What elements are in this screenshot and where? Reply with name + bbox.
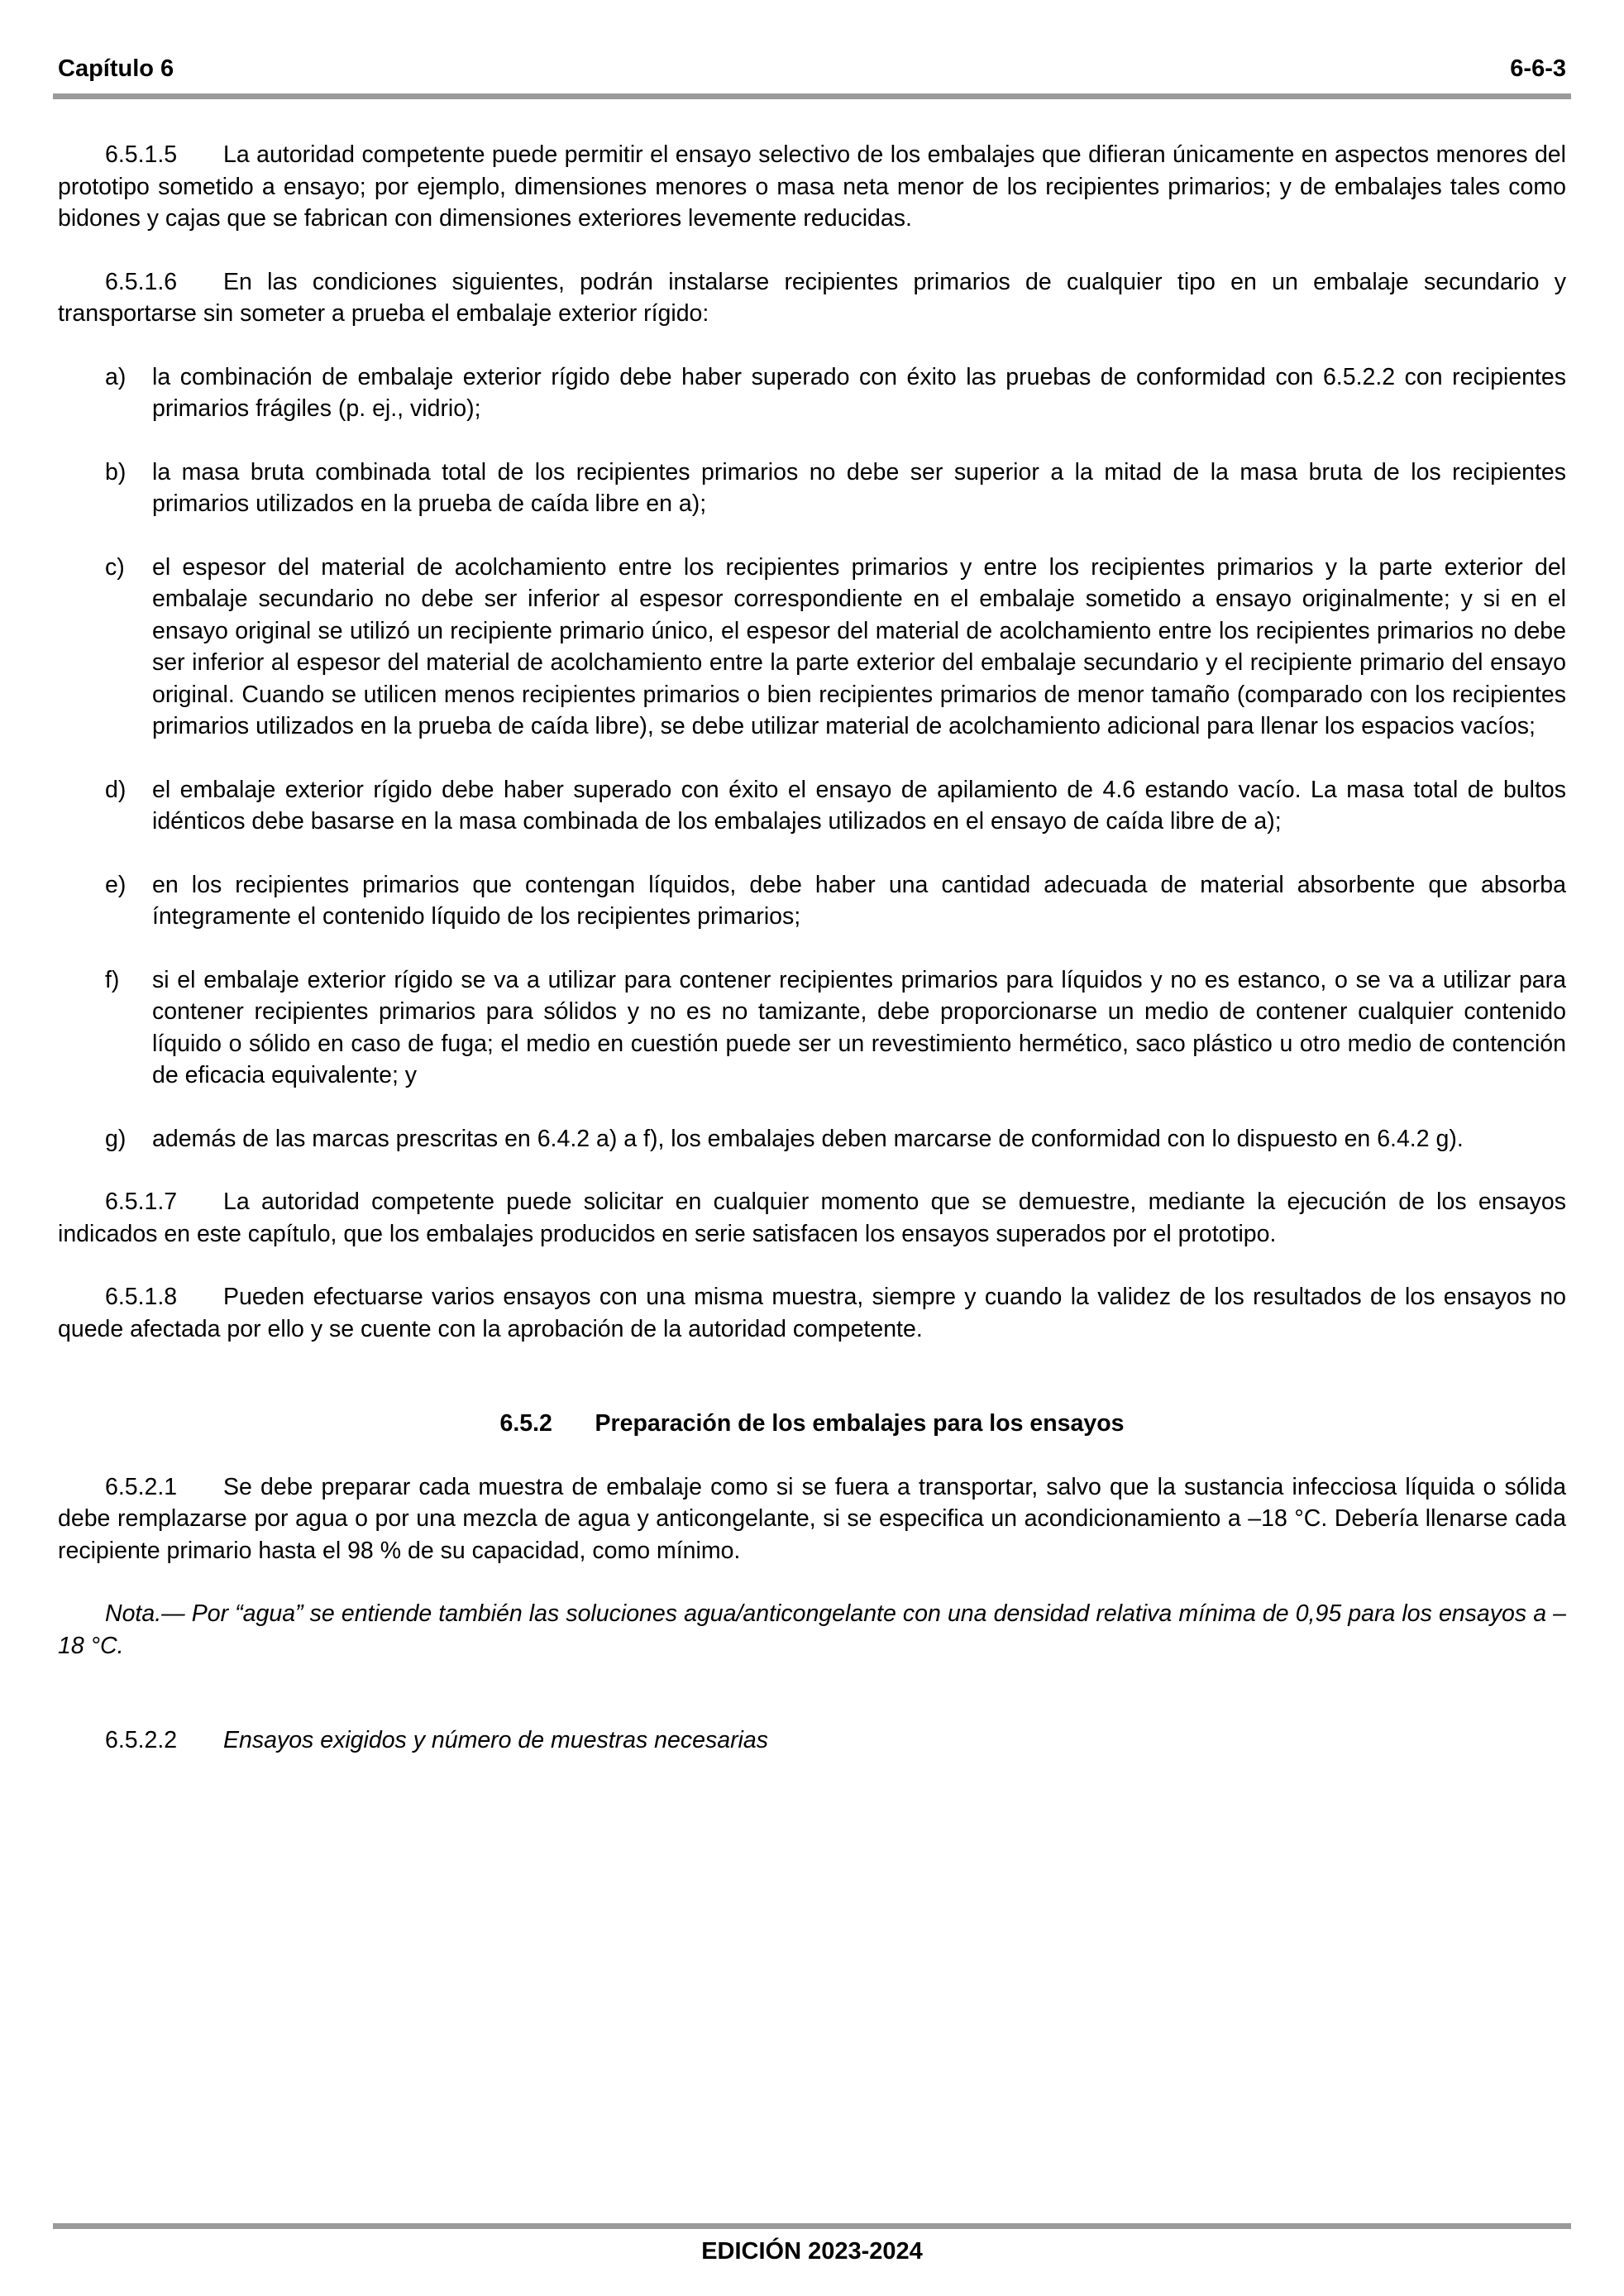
list-item-label: b) [105,458,127,486]
paragraph-6-5-2-1 [58,1471,1566,1567]
list-item-label: c) [105,553,125,581]
list-item-text: el espesor del material de acolchamiento entre los recipientes primarios y entre los recipientes primarios y la parte exterior del embalaje secundario no debe ser inferior al espesor correspondiente en el embalaje sometido a ensayo originalmente; y si en el ensayo original se utilizó un recipiente primario único, el espesor del material de acolchamiento entre los recipientes primarios no debe ser inferior al espesor del material de acolchamiento entre la parte exterior del embalaje secundario y el recipiente primario del ensayo original. Cuando se utilicen menos recipientes primarios o bien recipientes primarios de menor tamaño (comparado con los recipientes primarios utilizados en la prueba de caída libre), se debe utilizar material de acolchamiento adicional para llenar los espacios vacíos; [152,553,1566,739]
list-item-text: la combinación de embalaje exterior rígido debe haber superado con éxito las pruebas de conformidad con 6.5.2.2 con recipientes primarios frágiles (p. ej., vidrio); [152,363,1566,422]
header-divider [53,93,1571,99]
list-item-text: la masa bruta combinada total de los recipientes primarios no debe ser superior a la mitad de la masa bruta de los recipientes primarios utilizados en la prueba de caída libre en a); [152,458,1566,517]
subsection-heading-6-5-2-2 [58,1724,1566,1757]
list-item-d [58,774,1566,838]
section-title: Preparación de los embalajes para los ensayos [595,1410,1125,1437]
paragraph-text: La autoridad competente puede solicitar en cualquier momento que se demuestre, mediante la ejecución de los ensayos indicados en este capítulo, que los embalajes producidos en serie satisfacen los ensayos superados por el prototipo. [58,1189,1566,1247]
page-content [58,139,1566,1757]
edition-footer: EDICIÓN 2023-2024 [701,2238,923,2265]
list-item-f [58,964,1566,1092]
list-item-a [58,361,1566,425]
paragraph-6-5-1-6 [58,266,1566,330]
paragraph-text: Pueden efectuarse varios ensayos con una misma muestra, siempre y cuando la validez de los resultados de los ensayos no quede afectada por ello y se cuente con la aprobación de la autoridad competente. [58,1284,1566,1342]
paragraph-6-5-1-7 [58,1186,1566,1250]
subsection-title: Ensayos exigidos y número de muestras necesarias [223,1727,768,1753]
list-item-text: además de las marcas prescritas en 6.4.2 a) a f), los embalajes deben marcarse de conformidad con lo dispuesto en 6.4.2 g). [152,1125,1464,1152]
subsection-number: 6.5.2.2 [105,1727,178,1753]
list-item-g [58,1123,1566,1155]
list-item-label: a) [105,363,127,390]
list-item-b [58,457,1566,520]
paragraph-text: Se debe preparar cada muestra de embalaje como si se fuera a transportar, salvo que la sustancia infecciosa líquida o sólida debe remplazarse por agua o por una mezcla de agua y anticongelante, si se especifica un acondicionamiento a –18 °C. Debería llenarse cada recipiente primario hasta el 98 % de su capacidad, como mínimo. [58,1473,1566,1564]
paragraph-text: La autoridad competente puede permitir el ensayo selectivo de los embalajes que difieran únicamente en aspectos menores del prototipo sometido a ensayo; por ejemplo, dimensiones menores o masa neta menor de los recipientes primarios; y de embalajes tales como bidones y cajas que se fabrican con dimensiones exteriores levemente reducidas. [58,141,1566,232]
list-item-text: si el embalaje exterior rígido se va a utilizar para contener recipientes primarios para líquidos y no es estanco, o se va a utilizar para contener recipientes primarios para sólidos y no es no tamizante, debe proporcionarse un medio de contener cualquier contenido líquido o sólido en caso de fuga; el medio en cuestión puede ser un revestimiento hermético, saco plástico u otro medio de contención de eficacia equivalente; y [152,966,1566,1088]
section-number: 6.5.2 [499,1410,552,1437]
list-item-label: d) [105,776,127,803]
paragraph-number: 6.5.2.1 [105,1473,178,1500]
paragraph-6-5-1-5 [58,139,1566,235]
paragraph-number: 6.5.1.7 [105,1189,178,1215]
paragraph-number: 6.5.1.5 [105,141,178,168]
paragraph-6-5-1-8 [58,1281,1566,1345]
section-heading-6-5-2 [58,1408,1566,1440]
footer-divider [53,2223,1571,2229]
list-item-c [58,552,1566,743]
paragraph-text: En las condiciones siguientes, podrán instalarse recipientes primarios de cualquier tipo en un embalaje secundario y transportarse sin someter a prueba el embalaje exterior rígido: [58,268,1566,327]
list-item-label: f) [105,966,120,993]
page-header [58,51,1566,83]
chapter-title: Capítulo 6 [58,55,174,82]
list-item-e [58,869,1566,933]
list-item-label: g) [105,1125,127,1152]
list-item-label: e) [105,871,127,898]
note-paragraph: Nota.— Por “agua” se entiende también las soluciones agua/anticongelante con una densidad relativa mínima de 0,95 para los ensayos a –18 °C. [58,1600,1566,1659]
paragraph-number: 6.5.1.6 [105,268,178,295]
list-item-text: en los recipientes primarios que contengan líquidos, debe haber una cantidad adecuada de material absorbente que absorba íntegramente el contenido líquido de los recipientes primarios; [152,871,1566,930]
list-item-text: el embalaje exterior rígido debe haber superado con éxito el ensayo de apilamiento de 4.6 estando vacío. La masa total de bultos idénticos debe basarse en la masa combinada de los embalajes utilizados en el ensayo de caída libre de a); [152,776,1566,835]
page-number: 6-6-3 [1510,55,1566,82]
paragraph-number: 6.5.1.8 [105,1284,178,1310]
